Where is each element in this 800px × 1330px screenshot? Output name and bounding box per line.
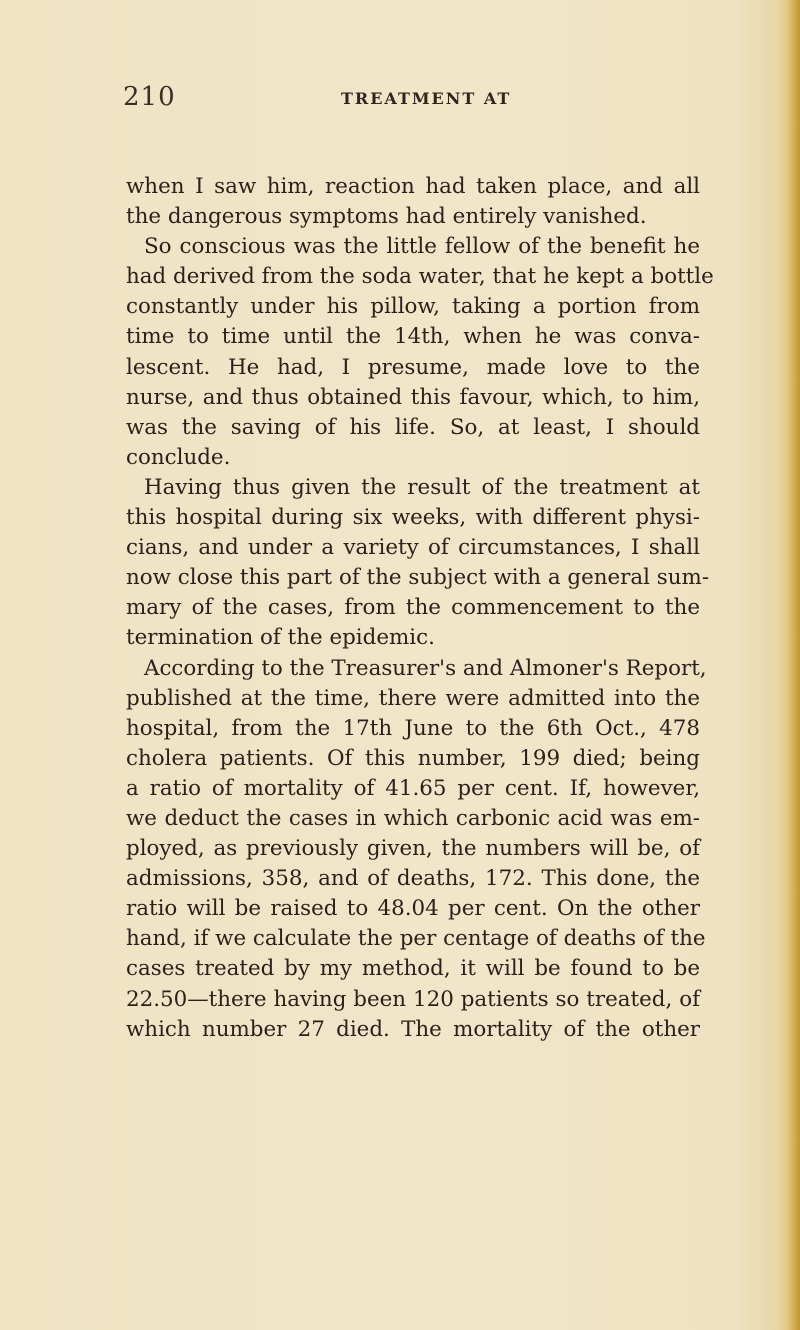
text-line: cholera patients. Of this number, 199 died; being [126,745,700,771]
text-line: when I saw him, reaction had taken place, and all [126,174,700,199]
text-line: constantly under his pillow, taking a portion from [126,294,700,320]
text-line: conclude. [126,444,231,470]
text-line: lescent. He had, I presume, made love to the [126,354,700,380]
text-line: termination of the epidemic. [126,625,435,651]
body-text [126,172,714,1045]
text-line: nurse, and thus obtained this favour, which, to him, [126,384,700,410]
text-line: time to time until the 14th, when he was conva- [126,324,700,350]
text-line: mary of the cases, from the commencement to the [126,595,700,621]
text-line: a ratio of mortality of 41.65 per cent. If, however, [126,775,700,801]
text-line: Having thus given the result of the treatment at [144,474,700,500]
text-line: was the saving of his life. So, at least, I should [126,414,700,440]
text-line: hand, if we calculate the per centage of deaths of the [126,926,706,952]
text-line: we deduct the cases in which carbonic acid was em- [126,805,700,831]
text-line: which number 27 died. The mortality of the other [126,1016,700,1042]
text-line: now close this part of the subject with a general sum- [126,565,710,591]
text-line: 22.50—there having been 120 patients so treated, of [126,986,700,1012]
text-line: According to the Treasurer's and Almoner's Report, [144,655,707,681]
text-line: had derived from the soda water, that he kept a bottle [126,264,714,290]
page-header [123,82,683,122]
text-line: admissions, 358, and of deaths, 172. This done, the [126,866,700,892]
text-line: ratio will be raised to 48.04 per cent. On the other [126,896,700,922]
text-line: hospital, from the 17th June to the 6th Oct., 478 [126,715,700,741]
page-number: 210 [123,82,176,112]
page-edge [788,0,800,1330]
text-line: cians, and under a variety of circumstances, I shall [126,535,700,561]
text-line: cases treated by my method, it will be found to be [126,956,700,982]
running-head: TREATMENT AT [341,89,512,108]
text-line: the dangerous symptoms had entirely vanished. [126,204,647,230]
text-line: ployed, as previously given, the numbers will be, of [126,836,700,862]
text-line: this hospital during six weeks, with different physi- [126,505,700,531]
text-line: published at the time, there were admitted into the [126,685,700,711]
text-line: So conscious was the little fellow of the benefit he [144,234,700,260]
